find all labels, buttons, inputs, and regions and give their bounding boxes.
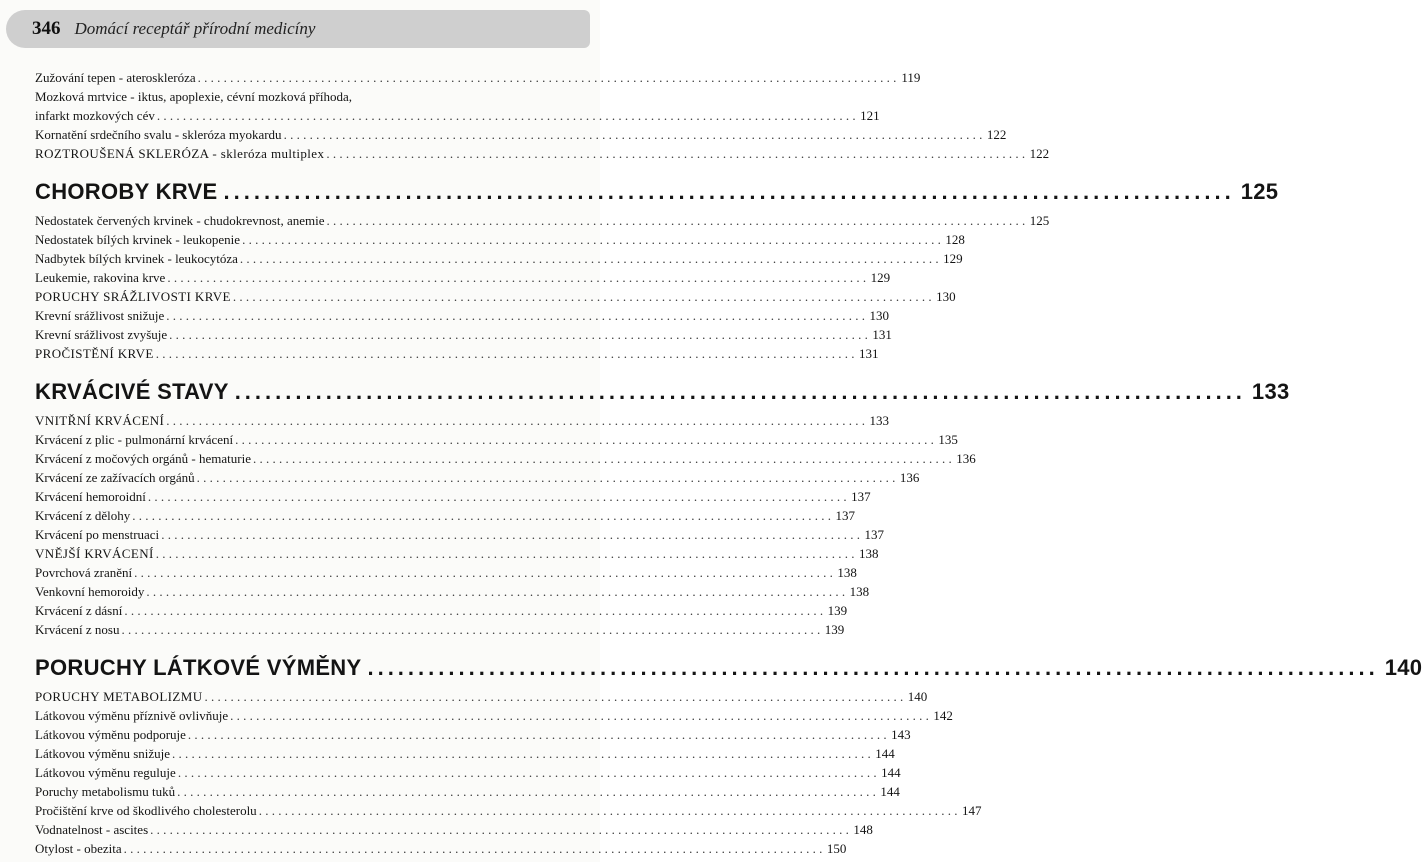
toc-entry-title: VNĚJŠÍ KRVÁCENÍ	[35, 546, 154, 561]
toc-entry-title: Povrchová zranění	[35, 565, 133, 580]
toc-entry-page: 125	[1029, 213, 1050, 228]
toc-entry	[35, 782, 900, 801]
section-page: 133	[1251, 379, 1290, 404]
toc-entry	[35, 601, 848, 620]
toc-entry-page: 122	[1029, 146, 1050, 161]
toc-entry-title: Poruchy metabolismu tuků	[35, 784, 176, 799]
toc-entry	[35, 487, 871, 506]
toc-entry-title: ROZTROUŠENÁ SKLERÓZA - skleróza multiplex	[35, 146, 325, 161]
toc-entry-title: Nedostatek bílých krvinek - leukopenie	[35, 232, 241, 247]
dot-leader	[197, 468, 896, 487]
toc-entry	[35, 582, 870, 601]
toc-entry-page: 138	[849, 584, 870, 599]
toc-entry-page: 144	[881, 765, 901, 780]
toc-entry-title: Zužování tepen - ateroskleróza	[35, 70, 196, 85]
dot-leader	[233, 287, 932, 306]
dot-leader	[240, 249, 939, 268]
dot-leader	[124, 839, 823, 858]
toc-entry-title: VNITŘNÍ KRVÁCENÍ	[35, 413, 165, 428]
dot-leader	[177, 782, 876, 801]
toc-entry-title: Krvácení z plic - pulmonární krvácení	[35, 432, 234, 447]
toc-entry	[35, 344, 879, 363]
toc-entry-title: Pročištění krve od škodlivého cholesterolu	[35, 803, 257, 818]
dot-leader	[230, 706, 929, 725]
toc-entry	[35, 230, 965, 249]
dot-leader	[326, 144, 1025, 163]
dot-leader	[235, 430, 934, 449]
dot-leader	[150, 820, 849, 839]
dot-leader	[167, 268, 866, 287]
toc-entry	[35, 525, 884, 544]
toc-entry-page: 143	[891, 727, 911, 742]
toc-entry-page: 148	[853, 822, 873, 837]
toc-entry-page: 137	[851, 489, 871, 504]
toc-entry-title: infarkt mozkových cév	[35, 108, 155, 123]
dot-leader	[259, 801, 958, 820]
toc-entry	[35, 249, 963, 268]
section-heading	[35, 653, 1422, 683]
section-heading	[35, 377, 1290, 407]
toc-entry-page: 122	[986, 127, 1007, 142]
page-header	[6, 10, 590, 48]
toc-entry	[35, 468, 920, 487]
dot-leader	[132, 506, 831, 525]
section-heading	[35, 177, 1279, 207]
toc-entry	[35, 411, 889, 430]
toc-entry	[35, 211, 1050, 230]
toc-entry	[35, 687, 928, 706]
toc-entry-page: 130	[936, 289, 956, 304]
toc-entry-title: Krevní srážlivost zvyšuje	[35, 327, 168, 342]
toc-entry-title: Krvácení z dělohy	[35, 508, 131, 523]
toc-entry-page: 129	[870, 270, 891, 285]
toc-entry-title: PROČISTĚNÍ KRVE	[35, 346, 154, 361]
dot-leader	[146, 582, 845, 601]
section-title: PORUCHY LÁTKOVÉ VÝMĚNY	[35, 655, 362, 680]
toc-entry-page: 144	[880, 784, 900, 799]
dot-leader	[156, 544, 855, 563]
dot-leader	[121, 620, 820, 639]
table-of-contents	[35, 68, 1422, 858]
dot-leader	[157, 106, 856, 125]
toc-entry	[35, 820, 873, 839]
toc-entry-title: Látkovou výměnu reguluje	[35, 765, 176, 780]
toc-entry-page: 147	[961, 803, 982, 818]
dot-leader	[178, 763, 877, 782]
toc-entry	[35, 839, 847, 858]
dot-leader	[224, 177, 1235, 207]
toc-entry	[35, 763, 901, 782]
book-title: Domácí receptář přírodní medicíny	[74, 19, 316, 38]
toc-entry-page: 131	[858, 346, 879, 361]
toc-entry-title: Vodnatelnost - ascites	[35, 822, 149, 837]
toc-entry-page: 130	[869, 308, 889, 323]
dot-leader	[188, 725, 887, 744]
toc-entry	[35, 68, 921, 87]
toc-entry-page: 136	[899, 470, 920, 485]
toc-entry	[35, 268, 891, 287]
toc-entry-page: 129	[943, 251, 963, 266]
toc-entry-page: 131	[872, 327, 892, 342]
toc-entry-page: 150	[826, 841, 847, 856]
toc-entry-title: Nadbytek bílých krvinek - leukocytóza	[35, 251, 238, 266]
dot-leader	[253, 449, 952, 468]
toc-entry-title: Leukemie, rakovina krve	[35, 270, 166, 285]
toc-entry	[35, 544, 879, 563]
dot-leader	[156, 344, 855, 363]
toc-entry-page: 119	[901, 70, 921, 85]
toc-entry-title: Krvácení ze zažívacích orgánů	[35, 470, 195, 485]
section-title: KRVÁCIVÉ STAVY	[35, 379, 229, 404]
dot-leader	[124, 601, 823, 620]
toc-entry-page: 136	[956, 451, 976, 466]
toc-entry-page: 138	[858, 546, 879, 561]
toc-entry-page: 140	[907, 689, 928, 704]
dot-leader	[166, 411, 865, 430]
toc-entry	[35, 449, 976, 468]
toc-entry-title-line: Mozková mrtvice - iktus, apoplexie, cévní mozková příhoda,	[35, 89, 352, 104]
toc-entry-title: Venkovní hemoroidy	[35, 584, 145, 599]
toc-entry-title: Otylost - obezita	[35, 841, 122, 856]
dot-leader	[172, 744, 871, 763]
toc-entry	[35, 725, 911, 744]
toc-entry-page: 135	[938, 432, 958, 447]
toc-entry-title: Kornatění srdečního svalu - skleróza myokardu	[35, 127, 282, 142]
toc-entry	[35, 563, 857, 582]
toc-entry	[35, 125, 1007, 144]
toc-entry	[35, 744, 895, 763]
toc-entry-title: Krvácení hemoroidní	[35, 489, 146, 504]
toc-entry-title: PORUCHY SRÁŽLIVOSTI KRVE	[35, 289, 231, 304]
dot-leader	[161, 525, 860, 544]
toc-entry-page: 144	[875, 746, 895, 761]
toc-entry-page: 137	[835, 508, 856, 523]
toc-entry-page: 139	[827, 603, 848, 618]
toc-entry-title: Krvácení po menstruaci	[35, 527, 160, 542]
section-page: 125	[1240, 179, 1279, 204]
toc-entry-title: Látkovou výměnu snižuje	[35, 746, 171, 761]
toc-entry-page: 139	[824, 622, 845, 637]
toc-entry-title: Látkovou výměnu podporuje	[35, 727, 186, 742]
toc-entry	[35, 325, 892, 344]
toc-entry	[35, 144, 1050, 163]
dot-leader	[284, 125, 983, 144]
dot-leader	[367, 653, 1378, 683]
toc-entry	[35, 620, 845, 639]
page-number: 346	[32, 18, 61, 39]
toc-entry-page: 133	[869, 413, 889, 428]
dot-leader	[134, 563, 833, 582]
toc-entry-page: 121	[860, 108, 880, 123]
toc-entry-title: Nedostatek červených krvinek - chudokrevnost, anemie	[35, 213, 325, 228]
dot-leader	[235, 377, 1246, 407]
dot-leader	[242, 230, 941, 249]
toc-entry-title: Krvácení z dásní	[35, 603, 123, 618]
toc-entry	[35, 801, 982, 820]
toc-entry-page: 128	[945, 232, 965, 247]
dot-leader	[205, 687, 904, 706]
toc-entry-title: PORUCHY METABOLIZMU	[35, 689, 203, 704]
toc-entry-title: Látkovou výměnu příznivě ovlivňuje	[35, 708, 229, 723]
toc-entry	[35, 506, 856, 525]
toc-entry	[35, 306, 889, 325]
toc-entry-page: 142	[933, 708, 953, 723]
toc-entry-title: Krevní srážlivost snižuje	[35, 308, 165, 323]
dot-leader	[169, 325, 868, 344]
dot-leader	[148, 487, 847, 506]
toc-entry	[35, 706, 953, 725]
dot-leader	[327, 211, 1026, 230]
toc-entry	[35, 106, 880, 125]
toc-entry	[35, 287, 956, 306]
toc-entry	[35, 430, 958, 449]
section-page: 140	[1384, 655, 1422, 680]
dot-leader	[198, 68, 897, 87]
toc-entry-title: Krvácení z močových orgánů - hematurie	[35, 451, 251, 466]
toc-entry-page: 138	[837, 565, 857, 580]
toc-entry-title: Krvácení z nosu	[35, 622, 120, 637]
dot-leader	[166, 306, 865, 325]
section-title: CHOROBY KRVE	[35, 179, 218, 204]
toc-entry-page: 137	[864, 527, 884, 542]
